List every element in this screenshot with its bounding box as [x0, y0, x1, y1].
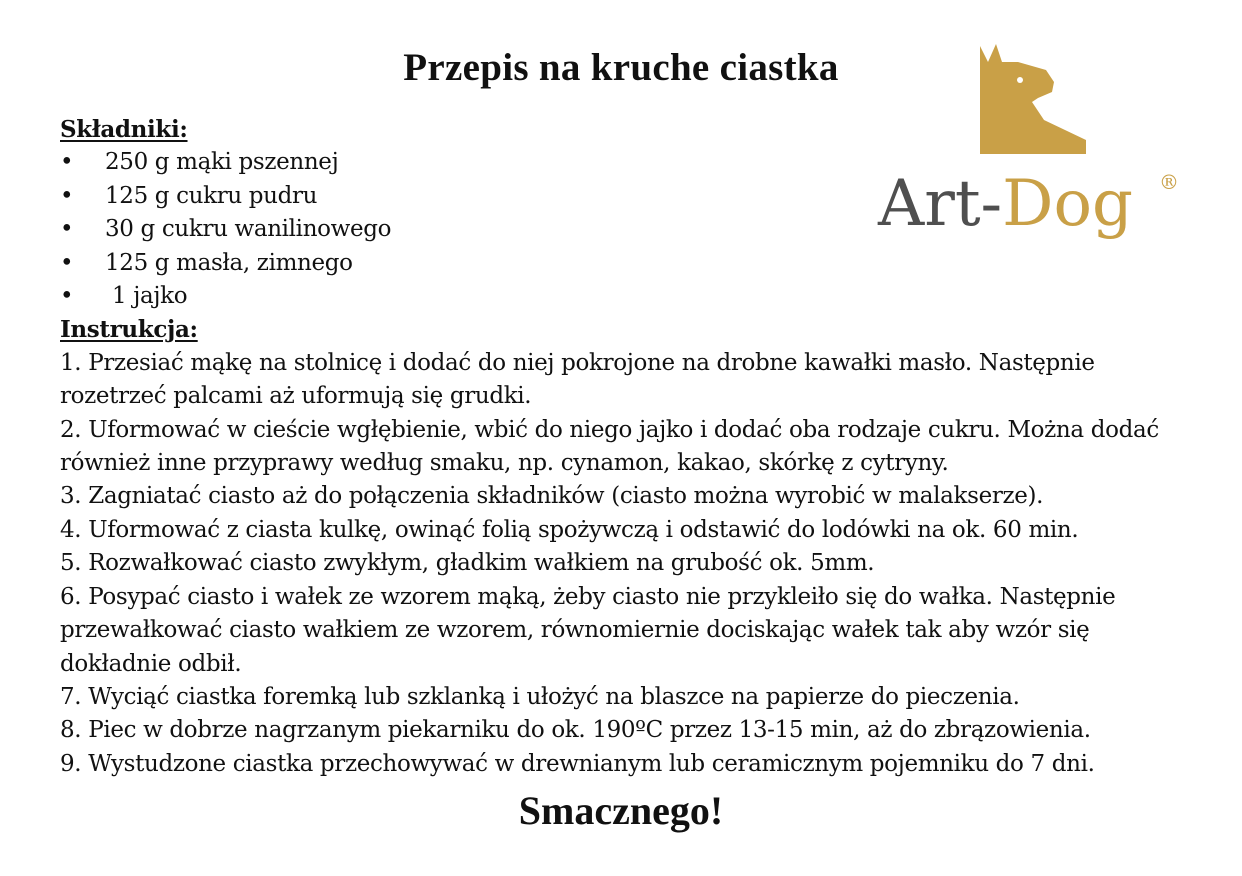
page-title: Przepis na kruche ciastka: [403, 46, 839, 89]
ingredient-item: [60, 247, 1170, 280]
closing-text: Smacznego!: [518, 788, 724, 833]
instruction-step: 3. Zagniatać ciasto aż do połączenia składników (ciasto można wyrobić w malakserze).: [60, 483, 1044, 510]
ingredient-text: 125 g masła, zimnego: [105, 249, 353, 276]
ingredient-item: [60, 146, 1170, 179]
instruction-step: 8. Piec w dobrze nagrzanym piekarniku do ok. 190ºC przez 13-15 min, aż do zbrązowienia.: [60, 717, 1091, 744]
ingredient-text: 1 jajko: [105, 283, 188, 310]
recipe-content: [60, 113, 1170, 781]
bullet: •: [60, 249, 74, 276]
ingredients-heading: Składniki:: [60, 116, 188, 143]
bullet: •: [60, 149, 74, 176]
instructions-list: [60, 347, 1170, 781]
instruction-step: 7. Wyciąć ciastka foremką lub szklanką i ułożyć na blaszce na papierze do pieczenia.: [60, 683, 1020, 710]
instruction-step: 2. Uformować w cieście wgłębienie, wbić do niego jajko i dodać oba rodzaje cukru. Można dodać również inne przyprawy według smaku, np. cynamon, kakao, skórkę z cytryny.: [60, 416, 1159, 477]
logo-word-dog: Dog: [1002, 167, 1133, 241]
instruction-step: 4. Uformować z ciasta kulkę, owinąć folią spożywczą i odstawić do lodówki na ok. 60 min.: [60, 516, 1079, 543]
bullet: •: [60, 283, 74, 310]
bullet: •: [60, 216, 74, 243]
ingredient-text: 125 g cukru pudru: [105, 182, 318, 209]
instruction-step: 5. Rozwałkować ciasto zwykłym, gładkim wałkiem na grubość ok. 5mm.: [60, 550, 875, 577]
logo-word-art: Art-: [878, 167, 1003, 241]
instruction-step: 6. Posypać ciasto i wałek ze wzorem mąką, żeby ciasto nie przykleiło się do wałka. Następnie przewałkować ciasto wałkiem ze wzorem, równomiernie dociskając wałek tak aby wzór się dokładnie odbił.: [60, 583, 1116, 677]
bullet: •: [60, 182, 74, 209]
instruction-step: 1. Przesiać mąkę na stolnicę i dodać do niej pokrojone na drobne kawałki masło. Następnie rozetrzeć palcami aż uformują się grudki.: [60, 349, 1095, 410]
instruction-step: 9. Wystudzone ciastka przechowywać w drewnianym lub ceramicznym pojemniku do 7 dni.: [60, 750, 1095, 777]
ingredient-item: [60, 180, 1170, 213]
ingredient-text: 250 g mąki pszennej: [105, 149, 339, 176]
ingredient-item: [60, 213, 1170, 246]
registered-mark: ®: [1159, 170, 1179, 194]
ingredients-list: [60, 146, 1170, 313]
ingredient-text: 30 g cukru wanilinowego: [105, 216, 392, 243]
instructions-heading: Instrukcja:: [60, 316, 198, 344]
ingredient-item: [60, 280, 1170, 313]
